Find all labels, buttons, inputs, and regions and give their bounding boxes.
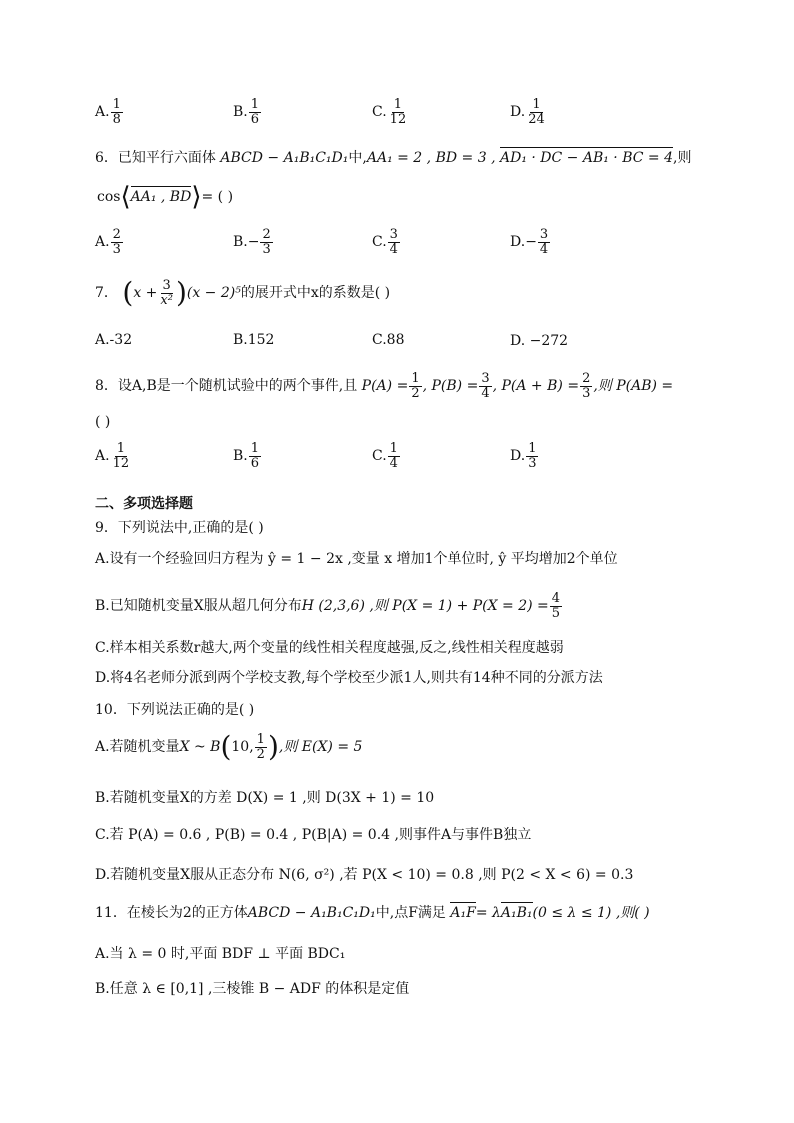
q10-option-a: A.若随机变量X ~ B(10, $\frac{1}{2}$ ),则 E(X) = 5 bbox=[95, 730, 363, 764]
q8-stem: 8．设A,B是一个随机试验中的两个事件,且 P(A) = $\frac{1}{2}$ , P(B) = $\frac{3}{4}$ , P(A + B) = $\frac{2}{3}$ ,则 P(AB) = bbox=[95, 371, 674, 401]
q5-option-a: A. $\frac{1}{8}$ bbox=[95, 97, 121, 127]
q11-option-a: A.当 λ = 0 时,平面 BDF ⊥ 平面 BDC₁ bbox=[95, 946, 346, 962]
q8-option-c: C. $\frac{1}{4}$ bbox=[372, 441, 398, 471]
q8-answer-paren: ( ) bbox=[95, 414, 111, 430]
q6-option-b: B.− $\frac{2}{3}$ bbox=[233, 227, 271, 257]
q9-stem: 9．下列说法中,正确的是( ) bbox=[95, 520, 264, 536]
q8-option-d: D. $\frac{1}{3}$ bbox=[510, 441, 537, 471]
q6-option-c: C. $\frac{3}{4}$ bbox=[372, 227, 398, 257]
q9-option-b: B.已知随机变量X服从超几何分布H (2,3,6) ,则 P(X = 1) + P(X = 2) = $\frac{4}{5}$ bbox=[95, 591, 561, 621]
q8-option-a: A. $\frac{1}{12}$ bbox=[95, 441, 130, 471]
q11-option-b: B.任意 λ ∈ [0,1] ,三棱锥 B − ADF 的体积是定值 bbox=[95, 981, 410, 997]
q10-option-c: C.若 P(A) = 0.6 , P(B) = 0.4 , P(B|A) = 0.4 ,则事件A与事件B独立 bbox=[95, 827, 532, 843]
q5-option-c: C. $\frac{1}{12}$ bbox=[372, 97, 407, 127]
q7-option-c: C.88 bbox=[372, 332, 405, 348]
q7-option-d: D. −272 bbox=[510, 333, 569, 349]
q9-option-d: D.将4名老师分派到两个学校支教,每个学校至少派1人,则共有14种不同的分派方法 bbox=[95, 670, 603, 686]
q7-stem: 7． (x + $\frac{3}{\text{x²}}$ )(x − 2)⁵的展开式中x的系数是( ) bbox=[95, 276, 391, 310]
q7-option-a: A.-32 bbox=[95, 332, 133, 348]
q10-option-b: B.若随机变量X的方差 D(X) = 1 ,则 D(3X + 1) = 10 bbox=[95, 790, 435, 806]
q5-option-d: D. $\frac{1}{24}$ bbox=[510, 97, 545, 127]
q10-stem: 10．下列说法正确的是( ) bbox=[95, 702, 255, 718]
q6-option-a: A. $\frac{2}{3}$ bbox=[95, 227, 121, 257]
q6-stem: 6．已知平行六面体 ABCD − A₁B₁C₁D₁中,AA₁ = 2 , BD = 3 , AD₁ · DC − AB₁ · BC = 4,则 bbox=[95, 150, 692, 166]
q6-option-d: D.− $\frac{3}{4}$ bbox=[510, 227, 549, 257]
q10-option-d: D.若随机变量X服从正态分布 N(6, σ²) ,若 P(X < 10) = 0.8 ,则 P(2 < X < 6) = 0.3 bbox=[95, 867, 634, 883]
q5-option-b: B. $\frac{1}{6}$ bbox=[233, 97, 260, 127]
q11-stem: 11．在棱长为2的正方体ABCD − A₁B₁C₁D₁中,点F满足 A₁F= λA₁B₁(0 ≤ λ ≤ 1) ,则( ) bbox=[95, 905, 650, 921]
q9-option-c: C.样本相关系数r越大,两个变量的线性相关程度越强,反之,线性相关程度越弱 bbox=[95, 640, 564, 656]
q9-option-a: A.设有一个经验回归方程为 ŷ = 1 − 2x ,变量 x 增加1个单位时, ŷ 平均增加2个单位 bbox=[95, 551, 618, 567]
q7-option-b: B.152 bbox=[233, 332, 275, 348]
q6-cos-expression: cos⟨AA₁ , BD⟩= ( ) bbox=[97, 182, 234, 212]
section-heading: 二、多项选择题 bbox=[95, 496, 193, 512]
q8-option-b: B. $\frac{1}{6}$ bbox=[233, 441, 260, 471]
